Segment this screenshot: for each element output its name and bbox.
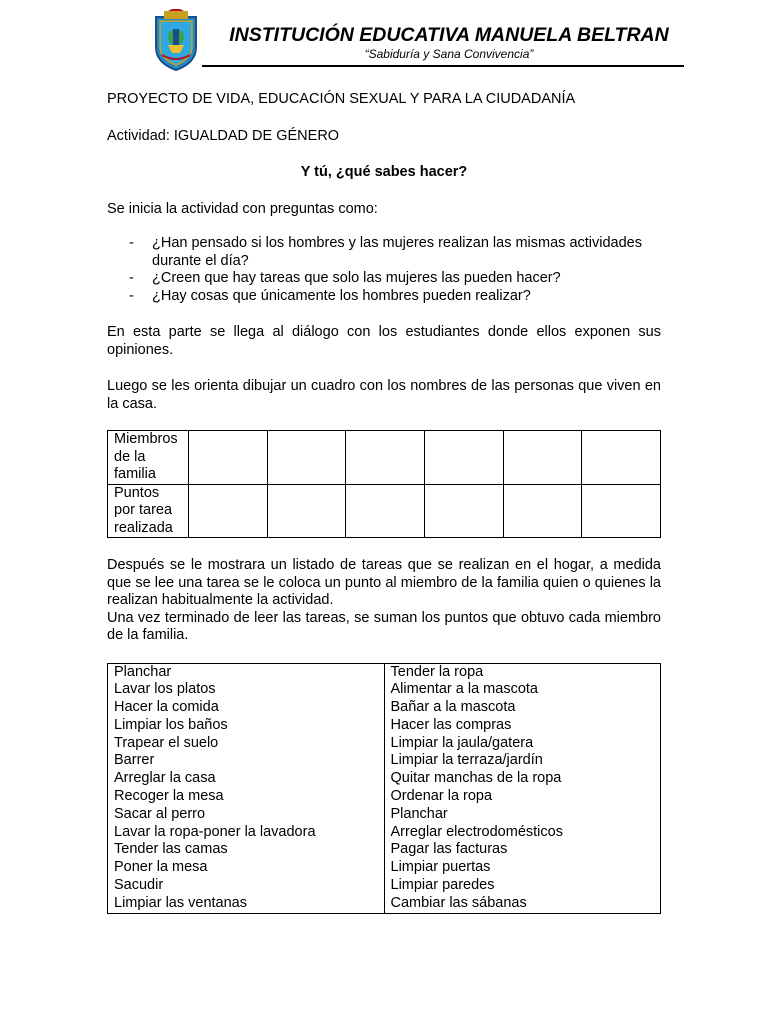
task-item: Cambiar las sábanas [390, 894, 527, 911]
task-item: Limpiar la jaula/gatera [390, 734, 534, 751]
task-item: Hacer la comida [114, 699, 219, 716]
task-item: Limpiar las ventanas [114, 894, 247, 911]
tasks-column-right [384, 663, 661, 913]
tasks-table [107, 663, 661, 914]
table-cell [503, 431, 582, 485]
table-cell [189, 431, 268, 485]
document-body [107, 91, 661, 914]
table-cell [424, 484, 503, 538]
sum-paragraph: Una vez terminado de leer las tareas, se suman los puntos que obtuvo cada miembro de la familia. [107, 609, 661, 643]
task-item: Limpiar puertas [390, 859, 491, 876]
table-row [108, 484, 661, 538]
list-item: - ¿Creen que hay tareas que solo las mujeres las pueden hacer? [129, 270, 561, 286]
task-item: Planchar [114, 663, 172, 680]
tasks-column-left [108, 663, 385, 913]
task-item: Arreglar la casa [114, 770, 216, 787]
table-cell [346, 431, 425, 485]
institution-motto: “Sabiduría y Sana Convivencia” [364, 47, 534, 61]
task-item: Tender las camas [114, 841, 228, 858]
task-item: Lavar la ropa-poner la lavadora [114, 823, 316, 840]
table-cell [267, 484, 346, 538]
task-item: Poner la mesa [114, 859, 208, 876]
task-item: Planchar [390, 805, 448, 822]
task-item: Alimentar a la mascota [390, 681, 538, 698]
dialog-paragraph: En esta parte se llega al diálogo con los estudiantes donde ellos exponen sus opiniones. [107, 324, 661, 358]
task-item: Limpiar los baños [114, 716, 228, 733]
task-item: Limpiar paredes [390, 877, 495, 894]
table-cell [346, 484, 425, 538]
school-crest-icon [150, 9, 202, 71]
task-item: Trapear el suelo [114, 734, 219, 751]
task-item: Pagar las facturas [390, 841, 508, 858]
table-cell [582, 484, 661, 538]
table-cell-label: Puntos por tarea realizada [108, 484, 189, 538]
draw-paragraph: Luego se les orienta dibujar un cuadro con los nombres de las personas que viven en la casa. [107, 378, 661, 412]
task-item: Lavar los platos [114, 681, 216, 698]
table-cell [424, 431, 503, 485]
header-divider [202, 65, 684, 67]
task-item: Hacer las compras [390, 716, 512, 733]
task-item: Ordenar la ropa [390, 788, 493, 805]
table-cell [582, 431, 661, 485]
list-item: - ¿Hay cosas que únicamente los hombres pueden realizar? [129, 287, 531, 304]
family-table [107, 430, 661, 538]
task-item: Bañar a la mascota [390, 699, 516, 716]
list-item: - ¿Han pensado si los hombres y las mujeres realizan las mismas actividades durante el día? [129, 235, 642, 269]
task-item: Quitar manchas de la ropa [390, 770, 562, 787]
questions-list [107, 235, 661, 305]
table-cell-label: Miembros de la familia [108, 431, 189, 485]
intro-paragraph: Se inicia la actividad con preguntas como: [107, 200, 378, 217]
table-cell [503, 484, 582, 538]
task-item: Recoger la mesa [114, 788, 224, 805]
task-item: Tender la ropa [390, 663, 484, 680]
task-list-paragraph: Después se le mostrara un listado de tareas que se realizan en el hogar, a medida que se lee una tarea se le coloca un punto al miembro de la familia quien o quienes la realizan habitualmente la actividad. [107, 557, 661, 608]
task-item: Arreglar electrodomésticos [390, 823, 563, 840]
task-item: Barrer [114, 752, 155, 769]
institution-name: INSTITUCIÓN EDUCATIVA MANUELA BELTRAN [229, 24, 669, 46]
document-header [150, 9, 684, 71]
table-row [108, 663, 661, 913]
activity-title: Actividad: IGUALDAD DE GÉNERO [107, 127, 340, 144]
table-row [108, 431, 661, 485]
table-cell [267, 431, 346, 485]
section-heading: Y tú, ¿qué sabes hacer? [300, 164, 468, 180]
task-item: Limpiar la terraza/jardín [390, 752, 543, 769]
table-cell [189, 484, 268, 538]
task-item: Sacudir [114, 877, 164, 894]
task-item: Sacar al perro [114, 805, 206, 822]
project-title: PROYECTO DE VIDA, EDUCACIÓN SEXUAL Y PARA LA CIUDADANÍA [107, 91, 576, 107]
